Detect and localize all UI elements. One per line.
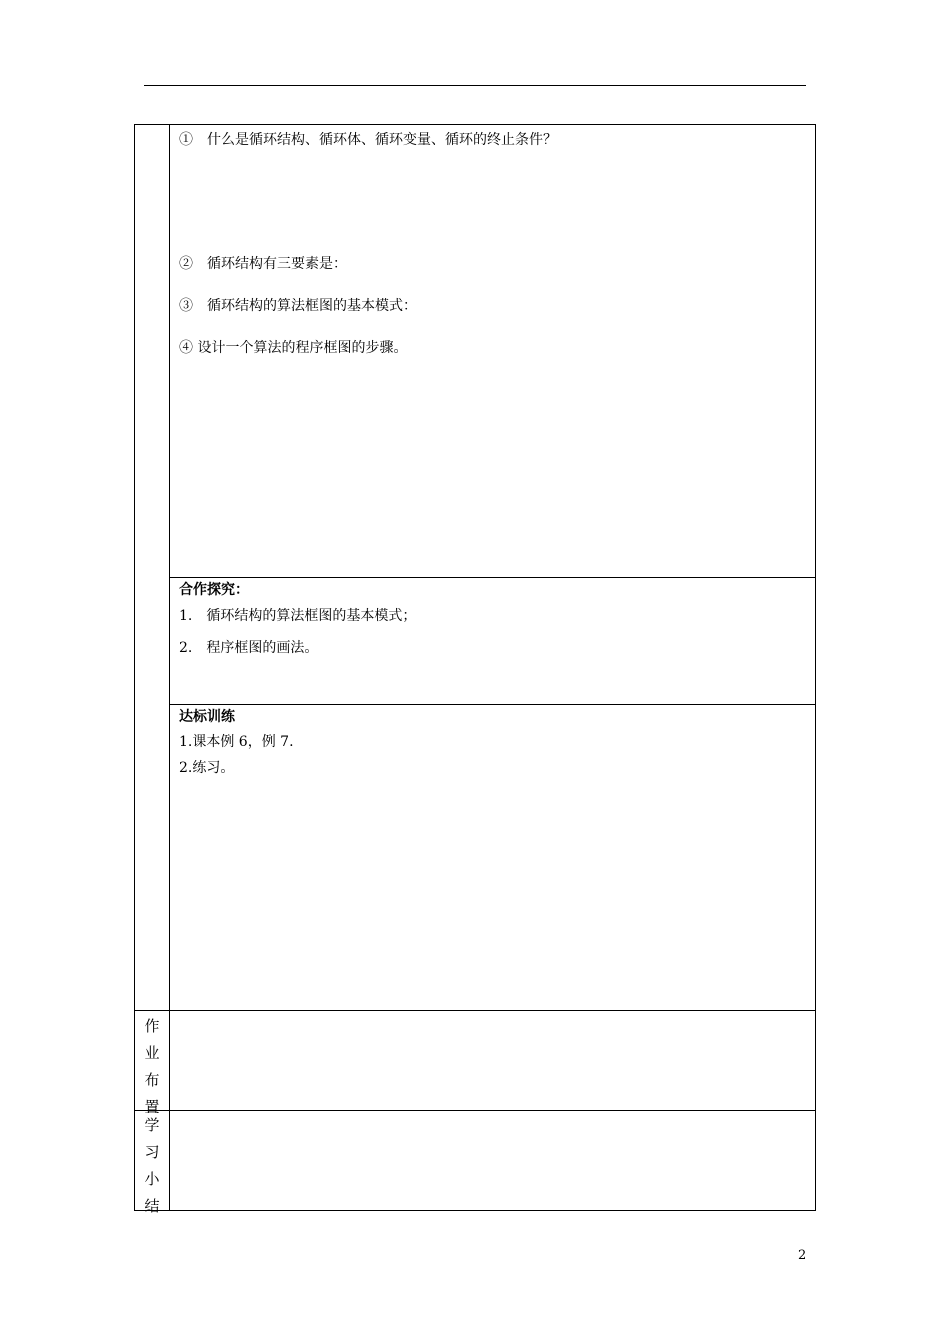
homework-label-char: 业 <box>144 1044 160 1062</box>
header-rule <box>144 85 806 86</box>
summary-label-char: 结 <box>144 1197 160 1215</box>
cooperation-title: 合作探究： <box>179 582 249 598</box>
worksheet-table <box>134 124 816 1215</box>
homework-label <box>135 1013 169 1121</box>
column-divider <box>169 125 170 1210</box>
summary-label-char: 小 <box>144 1170 160 1188</box>
question-2: ② 循环结构有三要素是： <box>179 256 347 272</box>
summary-label-char: 习 <box>144 1143 160 1161</box>
row-divider <box>169 704 815 705</box>
homework-label-char: 置 <box>144 1098 160 1116</box>
cooperation-item-1: 1. 循环结构的算法框图的基本模式； <box>179 608 417 624</box>
question-4: ④ 设计一个算法的程序框图的步骤。 <box>179 340 408 356</box>
question-1: ① 什么是循环结构、循环体、循环变量、循环的终止条件？ <box>179 132 557 148</box>
practice-item-1: 1.课本例 6，例 7. <box>179 734 294 750</box>
homework-label-char: 作 <box>144 1017 160 1035</box>
homework-label-char: 布 <box>144 1071 160 1089</box>
summary-label-char: 学 <box>144 1116 160 1134</box>
row-divider <box>169 577 815 578</box>
practice-title: 达标训练 <box>179 709 235 725</box>
summary-label <box>135 1112 169 1220</box>
question-3: ③ 循环结构的算法框图的基本模式： <box>179 298 417 314</box>
practice-item-2: 2.练习。 <box>179 760 235 776</box>
page-number: 2 <box>798 1248 807 1263</box>
cooperation-item-2: 2. 程序框图的画法。 <box>179 640 319 656</box>
row-divider <box>135 1110 815 1111</box>
row-divider <box>135 1010 815 1011</box>
